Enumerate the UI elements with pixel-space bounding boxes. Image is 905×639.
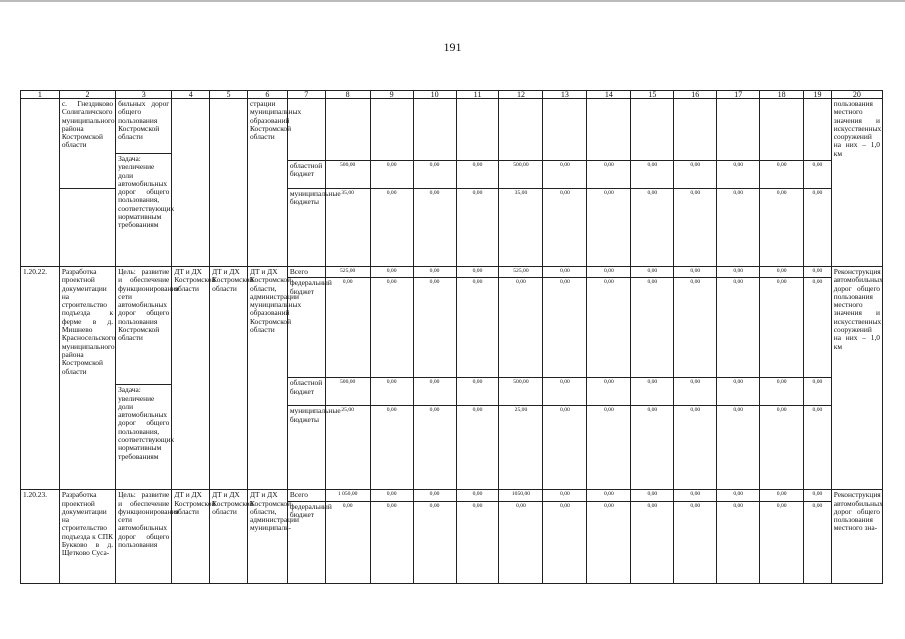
value-cell: 0,00: [587, 161, 631, 189]
value-cell: 0,00: [804, 278, 832, 378]
funding-source-cell: муниципальные бюджеты: [287, 406, 325, 490]
value-cell: 0,00: [370, 406, 413, 490]
value-cell: 0,00: [499, 278, 543, 378]
column-number-4: 4: [172, 91, 210, 99]
executor-cell: [210, 99, 248, 267]
value-cell: [717, 99, 760, 161]
executor-cell: ДТ и ДХ Костромской области: [210, 490, 248, 583]
value-cell: 0,00: [804, 490, 832, 501]
value-cell: 0,00: [456, 406, 499, 490]
table-body: [21, 91, 883, 584]
value-cell: 0,00: [760, 161, 804, 189]
value-cell: [631, 99, 674, 161]
value-cell: 0,00: [760, 267, 804, 278]
value-cell: [499, 99, 543, 161]
value-cell: 0,00: [631, 189, 674, 267]
value-cell: 0,00: [413, 490, 456, 501]
value-cell: 0,00: [543, 161, 587, 189]
column-number-13: 13: [543, 91, 587, 99]
column-number-18: 18: [760, 91, 804, 99]
value-cell: 0,00: [413, 189, 456, 267]
column-number-11: 11: [456, 91, 499, 99]
funding-source-cell: федеральный бюджет: [287, 501, 325, 583]
value-cell: 0,00: [674, 378, 717, 406]
value-cell: 0,00: [587, 267, 631, 278]
executor-cell: страции муниципальных образований Костромской области: [247, 99, 287, 267]
value-cell: 0,00: [717, 406, 760, 490]
value-cell: 0,00: [370, 267, 413, 278]
value-cell: 35,00: [499, 189, 543, 267]
funding-source-cell: областной бюджет: [287, 161, 325, 189]
column-number-19: 19: [804, 91, 832, 99]
value-cell: 0,00: [587, 490, 631, 501]
value-cell: 0,00: [413, 406, 456, 490]
value-cell: 0,00: [804, 501, 832, 583]
goal-cell: Цель: развитие и обеспечение функционирования сети автомобильных дорог общего пользования Костромской области: [116, 267, 172, 385]
value-cell: 0,00: [717, 378, 760, 406]
value-cell: 0,00: [413, 267, 456, 278]
value-cell: 0,00: [631, 501, 674, 583]
result-cell: Реконструкция автомобильных дорог общего пользования местного значения и искусственных сооружений на них – 1,0 км: [831, 267, 882, 490]
value-cell: 0,00: [717, 490, 760, 501]
value-cell: 0,00: [631, 490, 674, 501]
funding-source-cell: Всего: [287, 490, 325, 501]
table-row: [21, 99, 883, 154]
value-cell: 0,00: [631, 267, 674, 278]
column-number-9: 9: [370, 91, 413, 99]
result-cell: пользования местного значения и искусственных сооружений на них – 1,0 км: [831, 99, 882, 267]
value-cell: 0,00: [804, 267, 832, 278]
value-cell: 1 050,00: [325, 490, 370, 501]
value-cell: 0,00: [631, 406, 674, 490]
value-cell: 0,00: [543, 378, 587, 406]
value-cell: 0,00: [456, 278, 499, 378]
funding-source-cell: федеральный бюджет: [287, 278, 325, 378]
value-cell: [325, 99, 370, 161]
value-cell: 0,00: [760, 501, 804, 583]
column-number-16: 16: [674, 91, 717, 99]
value-cell: 0,00: [587, 406, 631, 490]
value-cell: 0,00: [456, 161, 499, 189]
object-name-cell: Разработка проектной документации на строительство подъезда к ферме в д. Мишнево Красносельского муниципального района Костромской области: [59, 267, 115, 490]
value-cell: 0,00: [717, 501, 760, 583]
column-number-1: 1: [21, 91, 60, 99]
value-cell: 0,00: [631, 278, 674, 378]
value-cell: 0,00: [456, 490, 499, 501]
column-number-10: 10: [413, 91, 456, 99]
column-number-3: 3: [116, 91, 172, 99]
value-cell: 0,00: [760, 278, 804, 378]
value-cell: 500,00: [499, 161, 543, 189]
column-header-row: [21, 91, 883, 99]
value-cell: 0,00: [543, 278, 587, 378]
executor-cell: ДТ и ДХ Костромской области: [172, 490, 210, 583]
value-cell: 0,00: [804, 161, 832, 189]
value-cell: 0,00: [760, 378, 804, 406]
value-cell: 0,00: [413, 501, 456, 583]
value-cell: 0,00: [674, 278, 717, 378]
funding-source-cell: Всего: [287, 267, 325, 278]
value-cell: 0,00: [370, 161, 413, 189]
funding-source-cell: муниципальные бюджеты: [287, 189, 325, 267]
value-cell: 0,00: [631, 378, 674, 406]
goal-cell: Цель: развитие и обеспечение функционирования сети автомобильных дорог общего пользования: [116, 490, 172, 583]
value-cell: 0,00: [499, 501, 543, 583]
value-cell: 500,00: [325, 161, 370, 189]
value-cell: [413, 99, 456, 161]
value-cell: 0,00: [325, 278, 370, 378]
value-cell: 35,00: [325, 189, 370, 267]
value-cell: 0,00: [543, 406, 587, 490]
value-cell: 0,00: [587, 378, 631, 406]
value-cell: 0,00: [804, 189, 832, 267]
column-number-5: 5: [210, 91, 248, 99]
top-border: [0, 0, 905, 2]
value-cell: 0,00: [674, 161, 717, 189]
task-cell: Задача: увеличение доли автомобильных дорог общего пользования, соответствующих нормативным требованиям: [116, 154, 172, 267]
value-cell: 0,00: [543, 490, 587, 501]
task-cell: Задача: увеличение доли автомобильных дорог общего пользования, соответствующих нормативным требованиям: [116, 385, 172, 490]
value-cell: 0,00: [587, 189, 631, 267]
value-cell: 0,00: [717, 189, 760, 267]
value-cell: 25,00: [325, 406, 370, 490]
value-cell: 500,00: [499, 378, 543, 406]
value-cell: 0,00: [456, 189, 499, 267]
value-cell: 25,00: [499, 406, 543, 490]
column-number-8: 8: [325, 91, 370, 99]
value-cell: 0,00: [413, 161, 456, 189]
value-cell: [456, 99, 499, 161]
value-cell: 0,00: [587, 278, 631, 378]
value-cell: 0,00: [370, 490, 413, 501]
column-number-7: 7: [287, 91, 325, 99]
executor-cell: [172, 99, 210, 267]
row-id-cell: 1.20.23.: [21, 490, 60, 583]
table-row: [21, 267, 883, 278]
object-name-cell: [59, 189, 115, 267]
column-number-17: 17: [717, 91, 760, 99]
value-cell: 0,00: [456, 267, 499, 278]
result-cell: Реконструкция автомобильных дорог общего пользования местного зна-: [831, 490, 882, 583]
value-cell: 0,00: [587, 501, 631, 583]
column-number-14: 14: [587, 91, 631, 99]
value-cell: 0,00: [717, 278, 760, 378]
value-cell: 0,00: [370, 378, 413, 406]
program-table-container: [20, 90, 883, 568]
value-cell: 0,00: [631, 161, 674, 189]
value-cell: [760, 99, 804, 161]
column-number-2: 2: [59, 91, 115, 99]
value-cell: 0,00: [760, 490, 804, 501]
value-cell: 0,00: [370, 501, 413, 583]
value-cell: 0,00: [674, 501, 717, 583]
column-number-20: 20: [831, 91, 882, 99]
value-cell: [674, 99, 717, 161]
value-cell: 0,00: [804, 406, 832, 490]
value-cell: 525,00: [499, 267, 543, 278]
value-cell: 0,00: [760, 406, 804, 490]
value-cell: 0,00: [543, 189, 587, 267]
value-cell: 0,00: [456, 378, 499, 406]
row-id-cell: 1.20.22.: [21, 267, 60, 490]
value-cell: 0,00: [543, 501, 587, 583]
column-number-6: 6: [247, 91, 287, 99]
executor-cell: ДТ и ДХ Костромской области: [172, 267, 210, 490]
funding-source-cell: областной бюджет: [287, 378, 325, 406]
value-cell: 0,00: [370, 278, 413, 378]
value-cell: 0,00: [717, 267, 760, 278]
executor-cell: ДТ и ДХ Костромской области: [210, 267, 248, 490]
executor-cell: ДТ и ДХ Костромской области, администрации муниципаль-: [247, 490, 287, 583]
value-cell: 0,00: [413, 278, 456, 378]
program-table: [20, 90, 883, 584]
row-id-cell: [21, 99, 60, 267]
value-cell: 0,00: [456, 501, 499, 583]
object-name-cell: Разработка проектной документации на строительство подъезда к СПК Букково в д. Щетково Суса-: [59, 490, 115, 583]
value-cell: 0,00: [717, 161, 760, 189]
table-row: [21, 490, 883, 501]
value-cell: 0,00: [760, 189, 804, 267]
value-cell: 0,00: [543, 267, 587, 278]
executor-cell: ДТ и ДХ Костромской области, администрации муниципальных образований Костромской области: [247, 267, 287, 490]
value-cell: 0,00: [370, 189, 413, 267]
value-cell: 0,00: [674, 406, 717, 490]
object-name-cell: с. Гнездиково Солигаличского муниципального района Костромской области: [59, 99, 115, 189]
value-cell: [543, 99, 587, 161]
value-cell: 525,00: [325, 267, 370, 278]
value-cell: [370, 99, 413, 161]
column-number-15: 15: [631, 91, 674, 99]
page-number: 191: [443, 40, 462, 54]
value-cell: 0,00: [674, 267, 717, 278]
value-cell: 0,00: [674, 490, 717, 501]
value-cell: 0,00: [674, 189, 717, 267]
value-cell: 0,00: [325, 501, 370, 583]
value-cell: [804, 99, 832, 161]
column-number-12: 12: [499, 91, 543, 99]
value-cell: 0,00: [804, 378, 832, 406]
value-cell: 1050,00: [499, 490, 543, 501]
value-cell: 0,00: [413, 378, 456, 406]
value-cell: [587, 99, 631, 161]
value-cell: 500,00: [325, 378, 370, 406]
goal-cell: бильных дорог общего пользования Костромской области: [116, 99, 172, 154]
